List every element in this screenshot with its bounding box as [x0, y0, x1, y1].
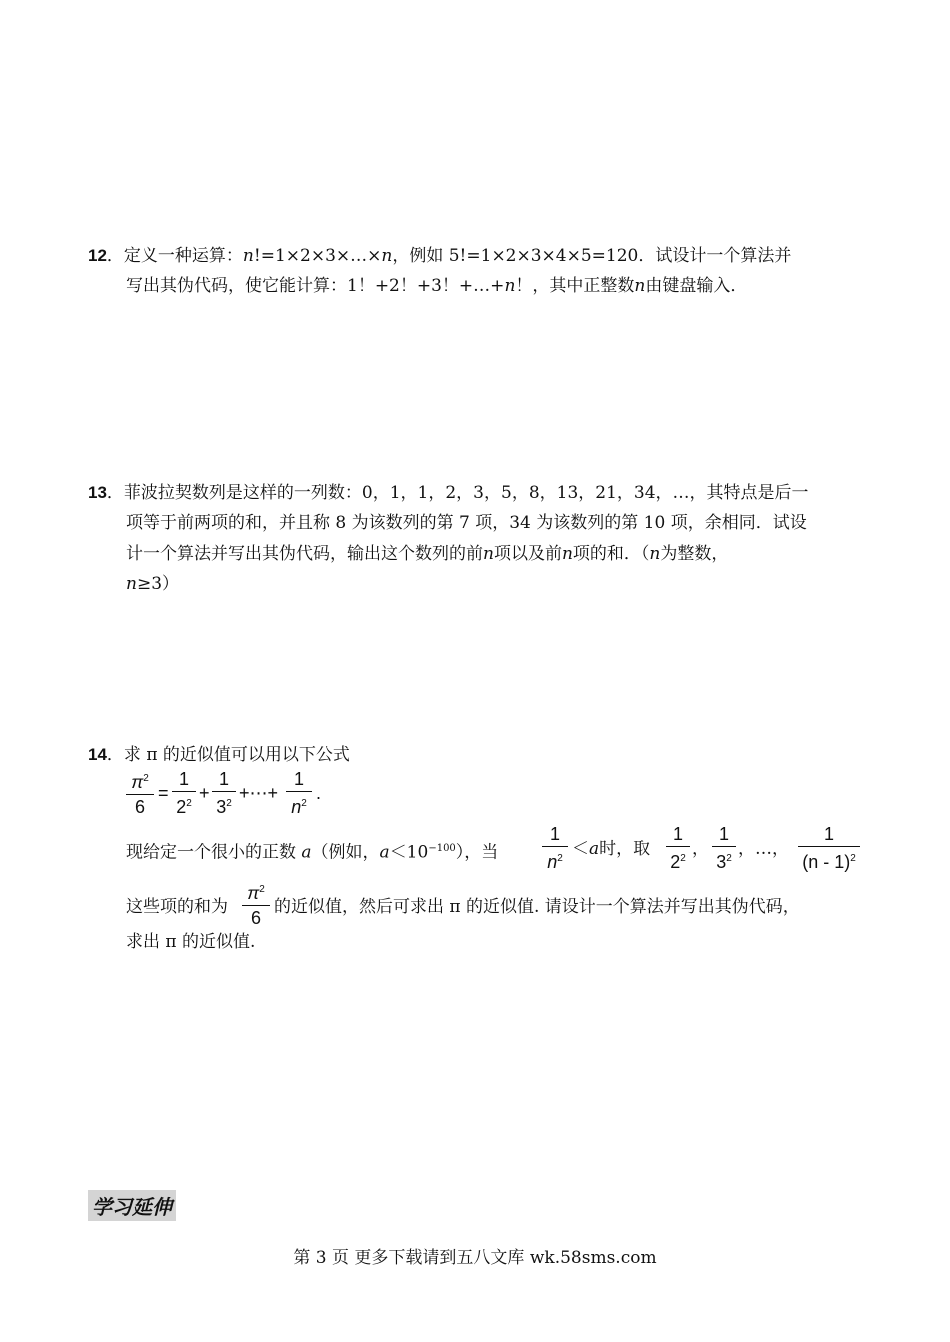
take-1-over-3-squared: 1 $3^2$	[712, 823, 736, 873]
comma-1: ，	[692, 839, 709, 859]
problem-14-line-1: 14．求 π 的近似值可以用以下公式	[88, 745, 350, 765]
problem-14-line-3a: 现给定一个很小的正数 a（例如，$a<10^{-100}$），当	[126, 842, 499, 863]
problem-14-line-4a: 这些项的和为	[126, 897, 228, 917]
problem-13-line-1: 13．菲波拉契数列是这样的一列数：0，1，1，2，3，5，8，13，21，34，…，其特点是后一	[88, 483, 809, 503]
formula-pi-squared-over-6: $\pi^2$ 6	[126, 768, 154, 818]
problem-13-number: 13	[88, 483, 107, 502]
formula-ellipsis: +⋯+	[239, 783, 279, 803]
condition-1-over-n-squared: 1 $n^2$	[542, 823, 568, 873]
formula-equals: =	[158, 783, 169, 803]
sum-target-pi-squared-over-6: $\pi^2$ 6	[242, 879, 270, 929]
problem-14-line-3b: ＜a时，取	[572, 839, 651, 859]
problem-13-line-2: 项等于前两项的和，并且称 8 为该数列的第 7 项，34 为该数列的第 10 项，余相同．试设	[126, 513, 807, 533]
take-1-over-2-squared: 1 $2^2$	[666, 823, 690, 873]
problem-14-line-4b: 的近似值，然后可求出 π 的近似值. 请设计一个算法并写出其伪代码，	[274, 897, 800, 917]
take-1-over-n-minus-1-squared: 1 (n - 1)$^2$	[798, 823, 860, 873]
problem-12-line-1: 12．定义一种运算：n!=1×2×3×…×n，例如 5!=1×2×3×4×5=120．试设计一个算法并	[88, 246, 792, 266]
formula-term-1-over-2-squared: 1 $2^2$	[172, 768, 196, 818]
problem-14-number: 14	[88, 745, 107, 764]
formula-term-1-over-n-squared: 1 $n^2$	[286, 768, 312, 818]
problem-13-line-3: 计一个算法并写出其伪代码，输出这个数列的前n项以及前n项的和．（n为整数，	[126, 544, 729, 564]
problem-13-line-4: n≥3）	[126, 574, 180, 594]
formula-term-1-over-3-squared: 1 $3^2$	[212, 768, 236, 818]
section-title-learning-extension: 学习延伸	[88, 1190, 176, 1221]
page-footer: 第 3 页 更多下载请到五八文库 wk.58sms.com	[293, 1248, 657, 1268]
problem-12-line-2: 写出其伪代码，使它能计算：1！+2！+3！+…+n！，其中正整数n由键盘输入．	[126, 276, 748, 296]
problem-14-line-5: 求出 π 的近似值.	[126, 932, 256, 952]
comma-ellipsis: ，…，	[738, 839, 789, 859]
formula-plus: +	[199, 783, 210, 803]
formula-period: .	[316, 783, 322, 803]
problem-12-number: 12	[88, 246, 107, 265]
